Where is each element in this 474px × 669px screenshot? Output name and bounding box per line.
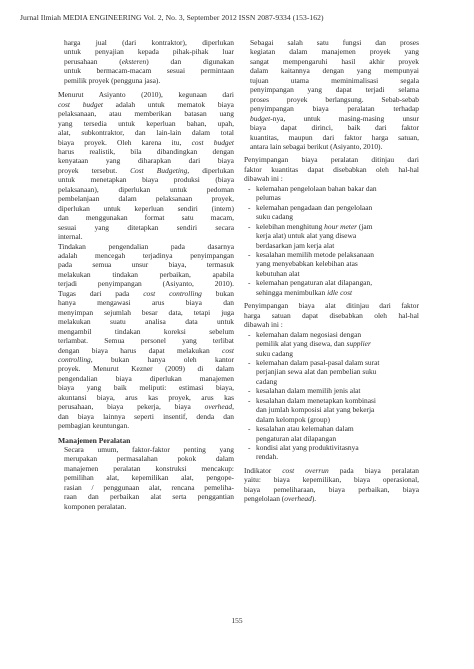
list-item-text: kesalahan atau kelemahan dalam — [256, 424, 354, 434]
bullet-dash — [244, 367, 256, 376]
text-line: kenyataan yang diharapkan dari biaya — [58, 156, 234, 166]
list-item-text: dalam kelompok (group) — [256, 414, 330, 424]
text-line: faktor kuantitas dapat disebabkan oleh hal-hal — [244, 164, 419, 174]
text-line: menyimpan sejumlah besar data, tetapi juga — [58, 307, 234, 317]
text-line: dan biaya lainnya seperti insentif, denda dan — [58, 411, 234, 421]
text-line: pembelanjaan dalam pelaksanaan proyek, — [58, 194, 234, 204]
list-item-text: pemilik alat yang disewa, dan supplier — [256, 339, 371, 349]
bullet-dash: - — [248, 202, 251, 212]
list-item — [244, 222, 419, 231]
text-line: untuk menetapkan biaya produksi (biaya — [58, 175, 234, 185]
text-line: Penyimpangan biaya peralatan ditinjau dari — [244, 155, 419, 165]
list-item-continuation — [244, 434, 419, 443]
text-line: rasian / penggunaan alat, rencana pemeliha- — [64, 482, 234, 492]
list-item-continuation — [244, 288, 419, 297]
paragraph-kuantitas — [244, 155, 419, 183]
text-line: melakukan tindakan perbaikan, apabila — [58, 269, 234, 279]
list-item-text: kesalahan dalam memilih jenis alat — [256, 386, 361, 396]
text-line: Tindakan pengendalian pada dasarnya — [58, 241, 234, 251]
text-line: cost budget adalah untuk mematok biaya — [58, 99, 234, 109]
text-line: pada semua unsur biaya, termasuk — [58, 260, 234, 270]
text-line: Penyimpangan biaya alat ditinjau dari faktor — [244, 301, 419, 311]
list-item-continuation — [244, 405, 419, 414]
text-line: komponen peralatan. — [64, 501, 127, 511]
text-line: controlling, bukan hanya oleh kantor — [58, 354, 234, 364]
paragraph-cost-budget — [58, 90, 234, 241]
list-item-text: suku cadang — [256, 212, 293, 222]
right-column — [244, 38, 419, 504]
text-line: harga satuan dapat disebabkan oleh hal-hal — [244, 310, 419, 320]
text-line: raan dan perbaikan alat serta penggantian — [64, 492, 234, 502]
list-item-text: pelumas — [256, 193, 281, 203]
text-line: pelaksanaan), diperlukan untuk pedoman — [58, 184, 234, 194]
page-number: 155 — [231, 616, 243, 625]
text-line: pengendalian biaya diperlukan manajemen — [58, 373, 234, 383]
text-line: antara lain sebagai berikut (Asiyanto, 2010). — [250, 141, 383, 151]
list-item-text: sehingga menimbulkan idle cost — [256, 287, 353, 297]
text-line: Indikator cost overrun pada biaya peralatan — [244, 465, 420, 475]
text-line: untuk penyajian kepada pihak-pihak luar — [64, 47, 234, 57]
text-line: sesuai yang ditetapkan sendiri secara — [58, 222, 234, 232]
journal-header: Jurnal Ilmiah MEDIA ENGINEERING Vol. 2, No. 3, September 2012 ISSN 2087-9334 (153-162) — [20, 13, 324, 22]
list-item-continuation — [244, 269, 419, 278]
text-line: alat, subkontraktor, dan lain-lain dalam total — [58, 128, 234, 138]
list-item-text: kelemahan pengaturan alat dilapangan, — [256, 278, 373, 288]
bullet-dash — [244, 259, 256, 268]
list-kuantitas — [244, 184, 419, 297]
text-line: kuantitas, maupun dari faktor harga satuan, — [250, 132, 419, 142]
text-line: merupakan permasalahan pokok dalam — [64, 454, 234, 464]
list-item-text: kerja alat) untuk alat yang disewa — [256, 231, 357, 241]
text-line: terjadi penyimpangan (Asiyanto, 2010). — [58, 279, 234, 289]
text-line: Tugas dari pada cost controlling bukan — [58, 288, 234, 298]
list-item-text: pengaturan alat dilapangan — [256, 433, 337, 443]
text-line: adalah mencegah terjadinya penyimpangan — [58, 250, 234, 260]
list-item — [244, 330, 419, 339]
text-line: biaya proyek. Oleh karena itu, cost budget — [58, 137, 234, 147]
bullet-dash: - — [248, 357, 251, 367]
text-line: kegiatan dalam manajemen proyek yang — [250, 47, 419, 57]
text-line: pembagian keuntungan. — [58, 421, 130, 431]
list-item-continuation — [244, 241, 419, 250]
bullet-dash: - — [248, 329, 251, 339]
bullet-dash: - — [248, 221, 251, 231]
text-line: internal. — [58, 232, 83, 242]
list-item-text: kelemahan pengelolaan bahan bakar dan — [256, 183, 377, 193]
list-item-text: rendah. — [256, 452, 279, 462]
text-line: Sebagai salah satu fungsi dan proses — [250, 38, 419, 47]
text-line: yang tersedia untuk keperluan bahan, upah, — [58, 118, 234, 128]
paragraph-continuation — [58, 38, 234, 85]
text-line: melakukan suatu analisa data untuk — [58, 317, 234, 327]
text-line: yaitu: biaya kepemilikan, biaya operasional, — [244, 475, 419, 485]
text-line: manajemen peralatan konstruksi mencakup: — [64, 463, 234, 473]
bullet-dash — [244, 339, 256, 348]
text-line: Menurut Asiyanto (2010), kegunaan dari — [58, 90, 234, 100]
text-line: biaya dapat dirinci, baik dari faktor — [250, 123, 419, 133]
list-item-text: perjanjian sewa alat dan pembelian suku — [256, 367, 377, 377]
text-line: penyimpangan yang dapat terjadi selama — [250, 85, 419, 95]
text-line: tujuan utama meminimalisasi segala — [250, 75, 419, 85]
list-item-text: kelemahan dalam negosiasi dengan — [256, 329, 362, 339]
text-line: biaya pemeliharaan, biaya perbaikan, biaya — [244, 484, 419, 494]
text-line: harga jual (dari kontraktor), diperlukan — [64, 38, 234, 47]
text-line: sangat mempengaruhi hasil akhir proyek — [250, 56, 419, 66]
list-item-text: dan jumlah komposisi alat yang bekerja — [256, 405, 375, 415]
text-line: pelaksanaan, atau memberikan batasan uang — [58, 109, 234, 119]
bullet-dash: - — [248, 395, 251, 405]
paragraph-manajemen-peralatan — [58, 445, 234, 511]
bullet-dash — [244, 193, 256, 202]
text-line: dalam kaitannya dengan yang mempunyai — [250, 66, 419, 76]
text-line: penyimpangan biaya peralatan terhadap — [250, 104, 419, 114]
text-line: terlambat. Semua personel yang terlibat — [58, 336, 234, 346]
bullet-dash — [244, 377, 256, 386]
text-line: perusahaan (eksteren) dan digunakan — [64, 56, 234, 66]
paragraph-harga-satuan — [244, 301, 419, 329]
section-heading: Manajemen Peralatan — [58, 435, 131, 445]
list-item — [244, 250, 419, 259]
list-item-text: kebutuhan alat — [256, 268, 300, 278]
list-item-text: kesalahan dalam menetapkan kombinasi — [256, 395, 376, 405]
list-item-text: yang menyebabkan kelebihan atas — [256, 259, 358, 269]
list-item-continuation — [244, 367, 419, 376]
text-line: dengan biaya harus dapat melakukan cost — [58, 345, 234, 355]
list-item-text: cadang — [256, 376, 278, 386]
paragraph-indikator — [244, 466, 419, 504]
list-item — [244, 386, 419, 395]
text-line: perusahaan, biaya pekerja, biaya overhead, — [58, 402, 234, 412]
list-item-text: berdasarkan jam kerja alat — [256, 240, 335, 250]
list-item-continuation — [244, 349, 419, 358]
paragraph-fungsi — [244, 38, 419, 151]
list-item-continuation — [244, 212, 419, 221]
bullet-dash — [244, 241, 256, 250]
text-line: proyek tersebut. Cost Budgeting, diperlukan — [58, 165, 235, 175]
text-line: dibawah ini : — [244, 174, 283, 184]
list-item-text: kelebihan menghitung hour meter (jam — [256, 221, 373, 231]
list-item-text: suku cadang — [256, 348, 293, 358]
list-item-continuation — [244, 193, 419, 202]
list-item — [244, 358, 419, 367]
list-item — [244, 203, 419, 212]
list-item — [244, 443, 419, 452]
list-item — [244, 278, 419, 287]
text-line: dan menggunakan format satu macam, — [58, 213, 234, 223]
text-line: mengambil tindakan koreksi sebelum — [58, 326, 234, 336]
list-item-continuation — [244, 377, 419, 386]
text-line — [64, 57, 234, 66]
list-item — [244, 184, 419, 193]
text-line: diperlukan untuk keperluan sendiri (intern) — [58, 203, 234, 213]
bullet-dash — [244, 415, 256, 424]
bullet-dash — [244, 269, 256, 278]
list-item-continuation — [244, 452, 419, 461]
list-item-text: kelemahan pengadaan dan pengelolaan — [256, 202, 373, 212]
bullet-dash: - — [248, 278, 251, 288]
paragraph-pengendalian — [58, 242, 234, 431]
bullet-dash — [244, 452, 256, 461]
bullet-dash — [244, 349, 256, 358]
text-line: Secara umum, faktor-faktor penting yang — [64, 445, 234, 455]
bullet-dash: - — [248, 249, 251, 259]
text-line: pemilihan alat, kepemilikan alat, pengope- — [64, 473, 234, 483]
list-item-text: kesalahan memilih metode pelaksanaan — [256, 249, 374, 259]
text-line: untuk bermacam-macam sesuai permintaan — [64, 66, 234, 76]
list-item-text: kondisi alat yang produktivitasnya — [256, 443, 359, 453]
bullet-dash — [244, 434, 256, 443]
list-item-continuation — [244, 231, 419, 240]
bullet-dash: - — [248, 386, 251, 396]
text-line: proses proyek berlangsung. Sebab-sebab — [250, 94, 419, 104]
list-item — [244, 424, 419, 433]
bullet-dash — [244, 231, 256, 240]
bullet-dash — [244, 212, 256, 221]
left-column — [58, 38, 234, 511]
text-line: budget-nya, untuk masing-masing unsur — [250, 113, 419, 123]
text-line: pemilik proyek (pengguna jasa). — [64, 75, 161, 85]
text-line: proyek. Menurut Kezner (2009) di dalam — [58, 364, 234, 374]
bullet-dash: - — [248, 183, 251, 193]
list-item — [244, 396, 419, 405]
list-item-continuation — [244, 339, 419, 348]
list-item-continuation — [244, 415, 419, 424]
list-harga-satuan — [244, 330, 419, 462]
list-item-continuation — [244, 259, 419, 268]
text-line: hanya mengawasi arus biaya dan — [58, 298, 234, 308]
bullet-dash — [244, 405, 256, 414]
text-line: biaya yang baik meliputi: estimasi biaya, — [58, 383, 234, 393]
bullet-dash: - — [248, 443, 251, 453]
bullet-dash — [244, 288, 256, 297]
text-line: harus realistik, bila dibandingkan dengan — [58, 146, 234, 156]
bullet-dash: - — [248, 424, 251, 434]
text-line: akuntansi biaya, arus kas proyek, arus kas — [58, 392, 234, 402]
text-line: dibawah ini : — [244, 320, 283, 330]
list-item-text: kelemahan dalam pasal-pasal dalam surat — [256, 357, 380, 367]
text-line: pengelolaan (overhead). — [244, 494, 317, 504]
